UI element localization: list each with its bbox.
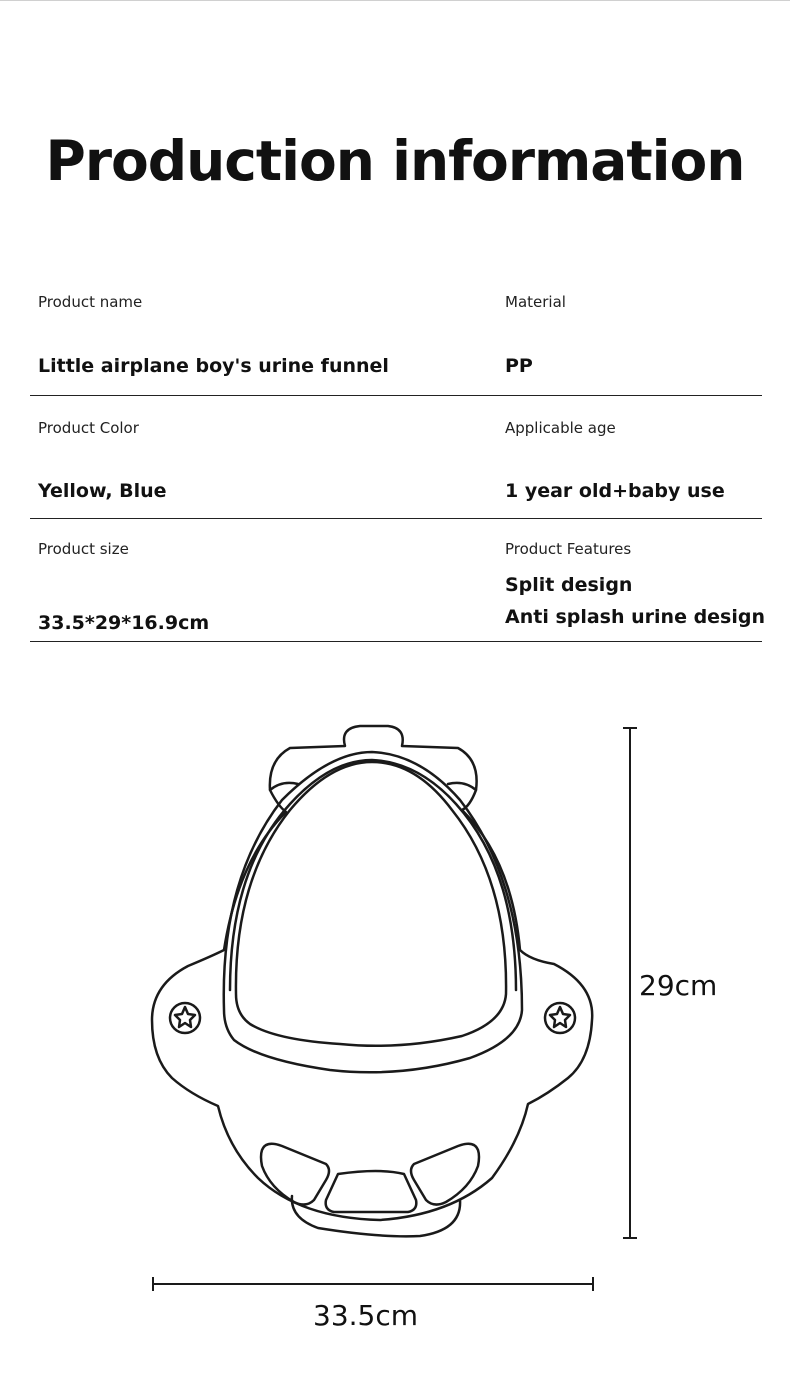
product-feature-item: Anti splash urine design bbox=[505, 606, 766, 628]
product-color-label: Product Color bbox=[38, 419, 139, 437]
material-value: PP bbox=[505, 355, 533, 377]
product-feature-item: Split design bbox=[505, 574, 633, 596]
product-features-cell bbox=[505, 519, 765, 641]
top-divider bbox=[0, 0, 790, 1]
material-label: Material bbox=[505, 293, 566, 311]
product-size-cell bbox=[38, 519, 478, 641]
product-color-value: Yellow, Blue bbox=[38, 480, 167, 502]
funnel-inner-basin bbox=[236, 762, 506, 1046]
product-size-value: 33.5*29*16.9cm bbox=[38, 612, 210, 634]
spec-row bbox=[30, 396, 762, 519]
product-size-label: Product size bbox=[38, 540, 129, 558]
spec-row bbox=[30, 280, 762, 396]
urinal-line-drawing bbox=[0, 700, 790, 1382]
base-plate bbox=[292, 1196, 460, 1236]
drain-slot-left bbox=[261, 1144, 329, 1205]
applicable-age-cell bbox=[505, 396, 765, 518]
width-dimension-label: 33.5cm bbox=[313, 1299, 419, 1332]
funnel-outer-rim bbox=[224, 752, 522, 1072]
product-name-value: Little airplane boy's urine funnel bbox=[38, 355, 389, 377]
applicable-age-value: 1 year old+baby use bbox=[505, 480, 725, 502]
spec-row bbox=[30, 519, 766, 642]
star-icon-left bbox=[175, 1007, 195, 1027]
page-title: Production information bbox=[45, 129, 745, 193]
star-icon-right bbox=[550, 1007, 570, 1027]
product-name-cell bbox=[38, 280, 478, 395]
product-color-cell bbox=[38, 396, 478, 518]
spec-table bbox=[30, 280, 766, 642]
product-features-label: Product Features bbox=[505, 540, 632, 558]
height-dimension-label: 29cm bbox=[639, 969, 718, 1002]
ear-line-right bbox=[448, 783, 476, 790]
body-outline bbox=[152, 726, 592, 1220]
drain-slot-center bbox=[326, 1171, 417, 1212]
product-name-label: Product name bbox=[38, 293, 143, 311]
material-cell bbox=[505, 280, 765, 395]
applicable-age-label: Applicable age bbox=[505, 419, 616, 437]
